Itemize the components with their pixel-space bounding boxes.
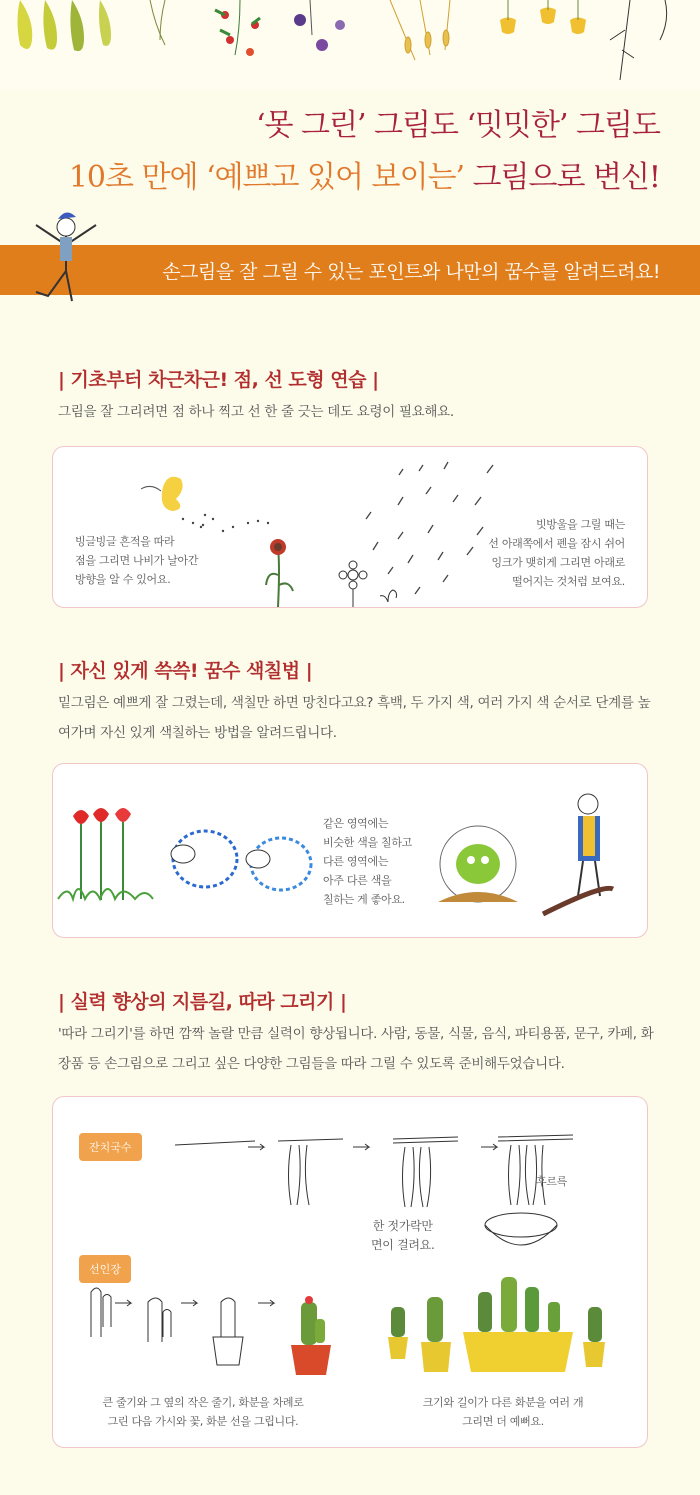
alien-icon bbox=[438, 826, 518, 902]
coloring-caption: 같은 영역에는 비슷한 색을 칠하고 다른 영역에는 아주 다른 색을 칠하는 게 좋아요. bbox=[323, 817, 413, 906]
handwriting-noodle-note: 한 젓가락만 면이 걸려요. bbox=[371, 1219, 435, 1252]
purple-flower-icon bbox=[294, 0, 345, 51]
headline-line-2-part-2: 그림으로 변신! bbox=[463, 160, 660, 195]
section-3-title: | 실력 향상의 지름길, 따라 그리기 | bbox=[58, 991, 347, 1013]
trace-drawing-card bbox=[52, 1096, 648, 1448]
cactus-steps-icon bbox=[91, 1288, 274, 1365]
section-1-desc: 그림을 잘 그리려면 점 하나 찍고 선 한 줄 긋는 데도 요령이 필요해요. bbox=[58, 404, 454, 420]
headline-line-2 bbox=[20, 152, 660, 196]
dot-line-practice-card bbox=[52, 446, 648, 608]
hanging-plants-decoration bbox=[0, 0, 700, 90]
banner-text: 손그림을 잘 그릴 수 있는 포인트와 나만의 꿈수를 알려드려요! bbox=[162, 261, 660, 283]
hanging-leaves-icon bbox=[18, 0, 112, 51]
handwriting-slurp: 후르륵 bbox=[536, 1175, 567, 1188]
raindrop-caption: 빗방울을 그릴 때는 선 아래쪽에서 펜을 잠시 쉬어 잉크가 맺히게 그리면 아래로 떨어지는 것처럼 보여요. bbox=[488, 518, 625, 588]
cactus-steps-caption: 큰 줄기와 그 옆의 작은 줄기, 화분을 차례로 그린 다음 가시와 꽃, 화분 선을 그립니다. bbox=[102, 1396, 304, 1428]
sheep-icon bbox=[171, 831, 311, 890]
colored-cactus-icon bbox=[291, 1296, 331, 1375]
headline-line-2-part-1: 10초 만에 ‘예쁘고 있어 보이는’ bbox=[68, 160, 464, 195]
flower-icon bbox=[266, 539, 293, 607]
raindrops-icon bbox=[366, 462, 493, 594]
tag-cactus: 선인장 bbox=[79, 1255, 131, 1283]
section-3-desc: '따라 그리기'를 하면 깜짝 놀랄 만큼 실력이 향상됩니다. 사람, 동물, 식물, 음식, 파티용품, 문구, 카페, 화장품 등 손그림으로 그리고 싶은 다양한 그림들을 따라 그릴 수 있도록 준비해두었습니다. bbox=[58, 1026, 654, 1072]
cactus-pots-icon bbox=[388, 1277, 605, 1372]
section-1-title: | 기초부터 차근차근! 점, 선 도형 연습 | bbox=[58, 369, 379, 391]
tulips-icon bbox=[58, 808, 153, 900]
headline-line-1: ‘못 그린’ 그림도 ‘밋밋한’ 그림도 bbox=[255, 108, 660, 143]
butterfly-icon bbox=[141, 477, 183, 511]
butterfly-caption: 빙글빙글 흔적을 따라 점을 그리면 나비가 날아간 방향을 알 수 있어요. bbox=[75, 535, 199, 586]
twig-icon bbox=[610, 0, 667, 80]
small-flower-icon bbox=[339, 561, 397, 607]
bell-flowers-icon bbox=[500, 0, 586, 34]
section-2-title: | 자신 있게 쓱쓱! 꿈수 색칠법 | bbox=[58, 660, 313, 682]
wheat-icon bbox=[390, 0, 450, 60]
runner-figure-icon bbox=[14, 205, 124, 315]
skateboarder-icon bbox=[543, 794, 613, 914]
dotted-path bbox=[182, 514, 269, 532]
cactus-pots-caption: 크기와 길이가 다른 화분을 여러 개 그리면 더 예뻐요. bbox=[422, 1396, 584, 1428]
berry-vine-icon bbox=[215, 0, 260, 56]
section-2-desc: 밑그림은 예쁘게 잘 그렸는데, 색칠만 하면 망친다고요? 흑백, 두 가지 색, 여러 가지 색 순서로 단계를 높여가며 자신 있게 색칠하는 방법을 알려드립니다. bbox=[58, 695, 651, 741]
flower-stem-icon bbox=[150, 0, 165, 45]
tag-noodles: 잔치국수 bbox=[79, 1133, 142, 1161]
coloring-card bbox=[52, 763, 648, 938]
